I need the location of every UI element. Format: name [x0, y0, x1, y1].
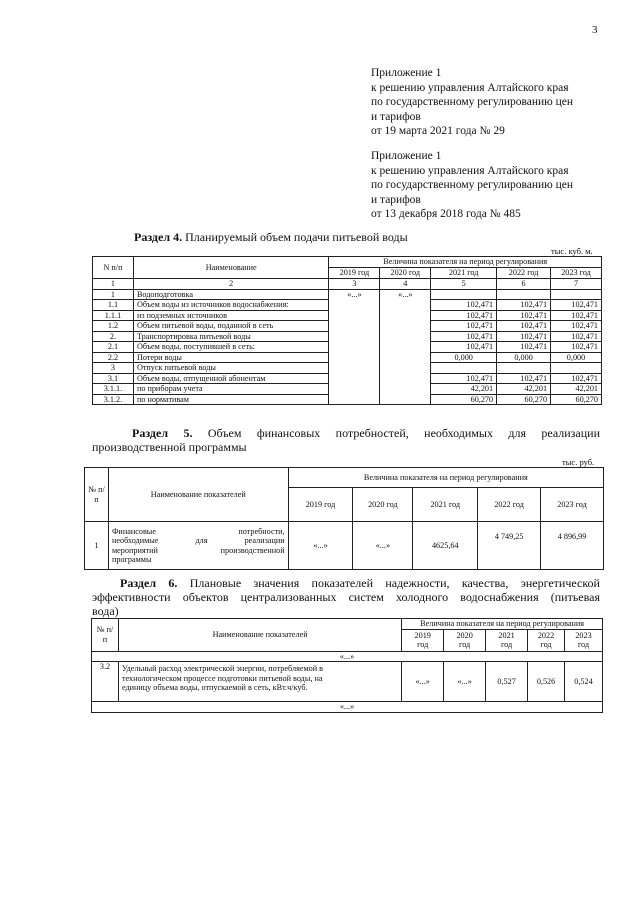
row-number: 1: [85, 522, 109, 570]
year-line: год: [459, 640, 471, 649]
ellipsis-cell: «...»: [92, 651, 603, 662]
section4-title-bold: Раздел 4.: [134, 230, 183, 244]
header-year: [528, 629, 565, 651]
section6-title-line: Плановые значения показателей надежности, качества, энергетической: [177, 576, 600, 590]
cell-2023: 102,471: [551, 331, 602, 342]
header-name: Наименование: [133, 257, 329, 279]
section6-title-line: вода): [92, 604, 119, 618]
cell-2023: 102,471: [551, 373, 602, 384]
row-name: Объем воды, поступившей в сеть:: [133, 342, 329, 353]
section4-title-text: Планируемый объем подачи питьевой воды: [182, 230, 408, 244]
row-number: 3.2: [92, 662, 119, 702]
row-name: [108, 522, 288, 570]
header-year: 2022 год: [478, 488, 541, 522]
appendix-line: и тарифов: [371, 193, 421, 206]
row-name: Объем питьевой воды, поданной в сеть: [133, 321, 329, 332]
year-line: 2019: [414, 630, 431, 640]
table-row: [92, 662, 603, 702]
cell-2022: 102,471: [497, 373, 551, 384]
year-line: год: [500, 640, 513, 649]
row-name-line: Финансовые потребности,: [111, 526, 285, 536]
cell-2019: «...»: [402, 662, 444, 702]
cell-2022: [497, 289, 551, 300]
cell-2021: 0,000: [431, 352, 497, 363]
ellipsis-row: [92, 702, 603, 713]
header-name: Наименование показателей: [118, 619, 401, 652]
header-period: Величина показателя на период регулирования: [288, 468, 603, 488]
row-number: 1: [93, 289, 134, 300]
row-name: Объем воды из источников водоснабжения:: [133, 300, 329, 311]
cell-2022: 102,471: [497, 300, 551, 311]
section5-title-line: Объем финансовых потребностей, необходимых для реализации: [192, 426, 600, 440]
row-number: 2.1: [93, 342, 134, 353]
row-name: Отпуск питьевой воды: [133, 363, 329, 374]
row-name-line: единицу объема воды, отпускаемой в сеть, кВт.ч/куб.: [121, 683, 308, 692]
section5-title-bold: Раздел 5.: [132, 426, 193, 440]
ellipsis-cell: «...»: [92, 702, 603, 713]
row-name: Объем воды, отпущенной абонентам: [133, 373, 329, 384]
col-num: 7: [551, 279, 602, 290]
cell-2022: 0,526: [528, 662, 565, 702]
page-number: 3: [592, 24, 598, 36]
appendix-header-new: [371, 66, 573, 139]
year-line: 2022: [537, 630, 555, 640]
column-number-row: [93, 279, 602, 290]
section5-unit: тыс. руб.: [562, 457, 595, 467]
appendix-line: от 19 марта 2021 года № 29: [371, 125, 505, 137]
row-number: 3.1.1.: [93, 384, 134, 395]
cell-2023: [551, 363, 602, 374]
row-number: 1.1: [93, 300, 134, 311]
cell-2021: 102,471: [431, 342, 497, 353]
appendix-line: Приложение 1: [371, 67, 442, 79]
header-num: № п/п: [85, 468, 109, 522]
table-row: [93, 289, 602, 300]
section6-table: [91, 618, 603, 713]
col-num: 6: [497, 279, 551, 290]
row-number: 1.2: [93, 321, 134, 332]
cell-2020: «...»: [353, 522, 413, 570]
year-line: 2021: [498, 630, 515, 640]
cell-2021: 4625,64: [413, 522, 478, 570]
section5-title-line: производственной программы: [92, 440, 247, 454]
row-name: Транспортировка питьевой воды: [133, 331, 329, 342]
year-line: 2023: [575, 630, 592, 640]
appendix-line: и тарифов: [371, 110, 421, 123]
cell-2022: [497, 363, 551, 374]
col-num: 5: [431, 279, 497, 290]
header-period: Величина показателя на период регулирования: [329, 257, 602, 268]
cell-2022: 102,471: [497, 321, 551, 332]
cell-2021: 102,471: [431, 321, 497, 332]
col-num: 1: [93, 279, 134, 290]
cell-2023: 4 896,99: [541, 522, 604, 570]
cell-2022: 60,270: [497, 394, 551, 405]
section4-table: [92, 256, 602, 405]
appendix-line: к решению управления Алтайского края: [371, 164, 569, 177]
appendix-line: по государственному регулированию цен: [371, 179, 574, 191]
header-year: [402, 629, 444, 651]
row-name: [118, 662, 401, 702]
cell-2019: «...»: [288, 522, 353, 570]
cell-2021: 102,471: [431, 300, 497, 311]
header-period: Величина показателя на период регулирования: [402, 619, 603, 630]
row-number: 1.1.1: [93, 310, 134, 321]
row-name-line: технологическом процессе подготовки питьевой воды, на: [121, 673, 323, 683]
section4-unit: тыс. куб. м.: [551, 246, 593, 256]
row-name-line: Удельный расход электрической энергии, потребляемой в: [121, 664, 324, 673]
header-year: [444, 629, 486, 651]
year-line: год: [540, 640, 552, 649]
header-year: 2023 год: [551, 268, 602, 279]
cell-2023: 0,524: [565, 662, 603, 702]
section6-title-bold: Раздел 6.: [120, 576, 178, 590]
cell-2020: «...»: [444, 662, 486, 702]
row-name-line: необходимые для реализации: [111, 536, 285, 545]
appendix-line: к решению управления Алтайского края: [371, 81, 569, 94]
row-name-line: мероприятий производственной: [111, 545, 285, 555]
col-num: 3: [329, 279, 380, 290]
header-year: 2022 год: [497, 268, 551, 279]
cell-2019: «...»: [329, 289, 380, 405]
section4-title: [134, 230, 408, 244]
header-year: 2021 год: [413, 488, 478, 522]
header-num: N п/п: [93, 257, 134, 279]
cell-2023: 102,471: [551, 321, 602, 332]
section6-title: [92, 576, 600, 618]
cell-2022: 102,471: [497, 342, 551, 353]
row-name: Потери воды: [133, 352, 329, 363]
header-year: [565, 629, 603, 651]
header-year: 2019 год: [288, 488, 353, 522]
section5-table: [84, 467, 604, 570]
row-number: 2.2: [93, 352, 134, 363]
col-num: 4: [380, 279, 431, 290]
row-name-line: программы: [111, 555, 152, 564]
cell-2023: 60,270: [551, 394, 602, 405]
cell-2021: 102,471: [431, 331, 497, 342]
cell-2022: 102,471: [497, 331, 551, 342]
header-year: 2021 год: [431, 268, 497, 279]
section6-title-line: эффективности объектов централизованных систем холодного водоснабжения (питьевая: [92, 590, 600, 604]
cell-2021: 102,471: [431, 373, 497, 384]
appendix-line: Приложение 1: [371, 150, 442, 162]
cell-2022: 42,201: [497, 384, 551, 395]
cell-2021: 102,471: [431, 310, 497, 321]
appendix-line: от 13 декабря 2018 года № 485: [371, 208, 521, 220]
header-num: № п/п: [92, 619, 119, 652]
cell-2021: [431, 363, 497, 374]
row-number: 2.: [93, 331, 134, 342]
cell-2021: 60,270: [431, 394, 497, 405]
appendix-line: по государственному регулированию цен: [371, 96, 574, 108]
year-line: 2020: [456, 630, 473, 640]
header-year: [486, 629, 528, 651]
table-row: [85, 522, 604, 570]
cell-2021: [431, 289, 497, 300]
col-num: 2: [133, 279, 329, 290]
row-name: по нормативам: [133, 394, 329, 405]
row-name: из подземных источников: [133, 310, 329, 321]
cell-2021: 42,201: [431, 384, 497, 395]
cell-2022: 4 749,25: [478, 522, 541, 570]
cell-2020: «...»: [380, 289, 431, 405]
cell-2022: 102,471: [497, 310, 551, 321]
header-year: 2023 год: [541, 488, 604, 522]
cell-2023: [551, 289, 602, 300]
cell-2023: 42,201: [551, 384, 602, 395]
row-name: Водоподготовка: [133, 289, 329, 300]
header-year: 2020 год: [380, 268, 431, 279]
appendix-header-old: [371, 149, 573, 222]
row-number: 3.1: [93, 373, 134, 384]
ellipsis-row: [92, 651, 603, 662]
year-line: год: [417, 640, 429, 649]
header-name: Наименование показателей: [108, 468, 288, 522]
row-number: 3: [93, 363, 134, 374]
cell-2023: 102,471: [551, 310, 602, 321]
row-name: по приборам учета: [133, 384, 329, 395]
year-line: год: [577, 640, 590, 649]
header-year: 2020 год: [353, 488, 413, 522]
cell-2023: 0,000: [551, 352, 602, 363]
section5-title: [92, 426, 600, 454]
cell-2023: 102,471: [551, 300, 602, 311]
cell-2023: 102,471: [551, 342, 602, 353]
cell-2021: 0,527: [486, 662, 528, 702]
header-year: 2019 год: [329, 268, 380, 279]
row-number: 3.1.2.: [93, 394, 134, 405]
cell-2022: 0,000: [497, 352, 551, 363]
